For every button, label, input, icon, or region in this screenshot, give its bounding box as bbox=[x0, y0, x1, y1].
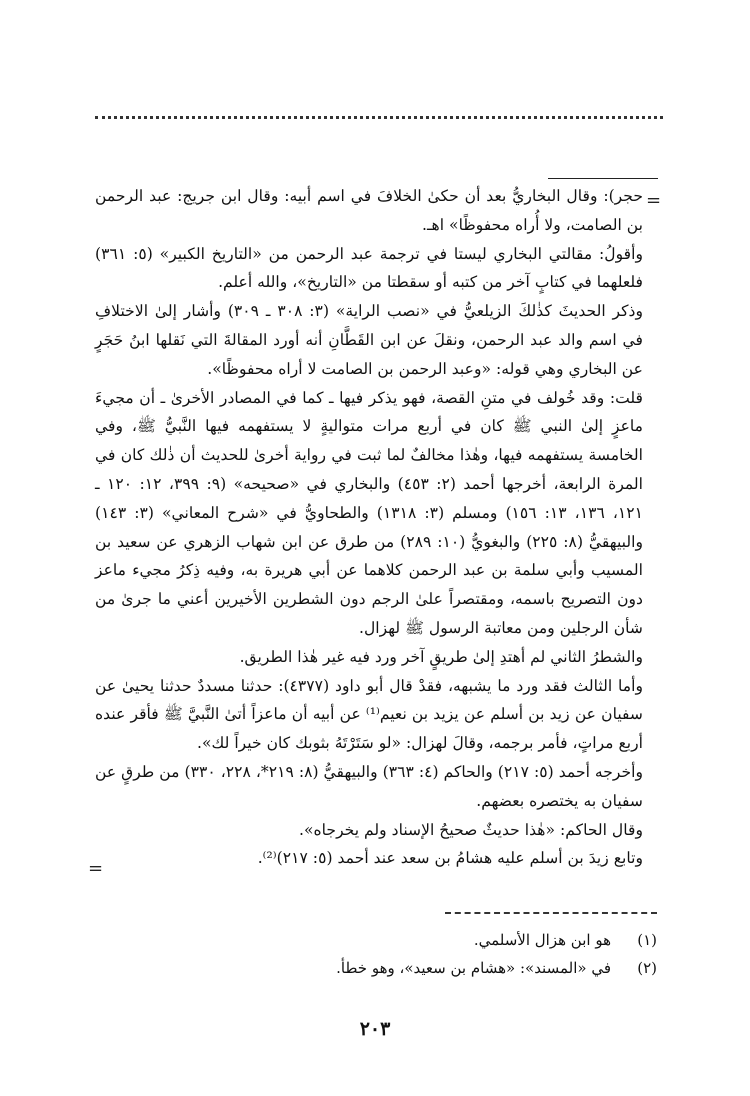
footnote-text: هو ابن هزال الأسلمي. bbox=[473, 931, 611, 949]
footnotes bbox=[200, 926, 657, 982]
paragraph-4: قلت: وقد خُولف في متنِ القصة، فهو يذكر فيها ـ كما في المصادر الأخرىٰ ـ أن مجيءَ ماعزٍ إلىٰ النبي ﷺ كان في أربع مرات متواليةٍ لا يستفهمه فيها النَّبيُّ ﷺ، وفي الخامسة يستفهمه فيها، وهٰذا مخالفٌ لما ثبت في رواية أخرىٰ للحديث أن ذٰلك كان في المرة الرابعة، أخرجها أحمد (٢: ٤٥٣) والبخاري في «صحيحه» (٩: ٣٩٩، ١٢: ١٢٠ ـ ١٢١، ١٣٦، ١٣: ١٥٦) ومسلم (٣: ١٣١٨) والطحاويُّ في «شرح المعاني» (٣: ١٤٣) والبيهقيُّ (٨: ٢٢٥) والبغويُّ (١٠: ٢٨٩) من طرق عن ابن شهاب الزهري عن سعيد بن المسيب وأبي سلمة بن عبد الرحمن كلاهما عن أبي هريرة به، وفيه ذِكرُ مجيء ماعز دون التصريح باسمه، ومقتصراً علىٰ الرجم دون الشطرين الأخيرين أعني ما جرىٰ من شأن الرجلين ومن معاتبة الرسول ﷺ لهزال. bbox=[95, 388, 644, 637]
paragraph-1: حجر): وقال البخاريُّ بعد أن حكىٰ الخلافَ في اسم أبيه: وقال ابن جريج: عبد الرحمن بن الصامت، ولا أُراه محفوظًا» اهـ. bbox=[95, 187, 643, 234]
top-dotted-rule bbox=[95, 116, 663, 119]
page-number: ٢٠٣ bbox=[359, 1018, 391, 1040]
footnote-1 bbox=[200, 926, 657, 954]
paragraph-3: وذكر الحديثَ كذٰلكَ الزيلعيُّ في «نصب الراية» (٣: ٣٠٨ ـ ٣٠٩) وأشار إلىٰ الاختلافِ في اسم والد عبد الرحمن، ونقلَ عن ابن القَطَّانِ أنه أورد المقالةَ التي نَقلها ابنُ حَجَرٍ عن البخاري وهي قوله: «وعبد الرحمن بن الصامت لا أراه محفوظًا». bbox=[95, 302, 643, 378]
footnote-number: (٢) bbox=[637, 959, 657, 977]
paragraph-2: وأقولُ: مقالتي البخاري ليستا في ترجمة عبد الرحمن من «التاريخ الكبير» (٥: ٣٦١) فلعلهما في كتابٍ آخر من كتبه أو سقطتا من «التاريخ»، والله أعلم. bbox=[95, 244, 643, 292]
continuation-mark-top: = bbox=[646, 190, 662, 211]
paragraph-9: وتابع زيدَ بن أسلم عليه هشامُ بن سعد عند أحمد (٥: ٢١٧)⁽²⁾. bbox=[257, 849, 643, 868]
paragraph-8: وقال الحاكم: «هٰذا حديثٌ صحيحُ الإسناد ولم يخرجاه». bbox=[299, 820, 643, 839]
footnote-number: (١) bbox=[637, 931, 657, 949]
paragraph-5: والشطرُ الثاني لم أهتدِ إلىٰ طريقٍ آخر ورد فيه غير هٰذا الطريق. bbox=[239, 647, 643, 666]
paragraph-7: وأخرجه أحمد (٥: ٢١٧) والحاكم (٤: ٣٦٣) والبيهقيُّ (٨: ٢١٩*، ٢٢٨، ٣٣٠) من طرقٍ عن سفيان به يختصره بعضهم. bbox=[95, 762, 644, 810]
main-text bbox=[95, 182, 643, 873]
continuation-rule bbox=[548, 178, 658, 179]
footnote-separator bbox=[445, 912, 657, 914]
continuation-mark-bottom: = bbox=[88, 858, 104, 879]
footnote-2 bbox=[200, 954, 657, 982]
footnote-text: في «المسند»: «هشام بن سعيد»، وهو خطأ. bbox=[336, 959, 611, 977]
paragraph-6: وأما الثالث فقد ورد ما يشبهه، فقدْ قال أبو داود (٤٣٧٧): حدثنا مسددٌ حدثنا يحيىٰ عن سفيان عن زيد بن أسلم عن يزيد بن نعيم⁽¹⁾ عن أبيه أن ماعزاً أتىٰ النَّبيَّ ﷺ فأقر عنده أربع مراتٍ، فأمر برجمه، وقالَ لهزال: «لو سَتَرْتَهُ بثوبك كان خيراً لك». bbox=[95, 676, 643, 753]
